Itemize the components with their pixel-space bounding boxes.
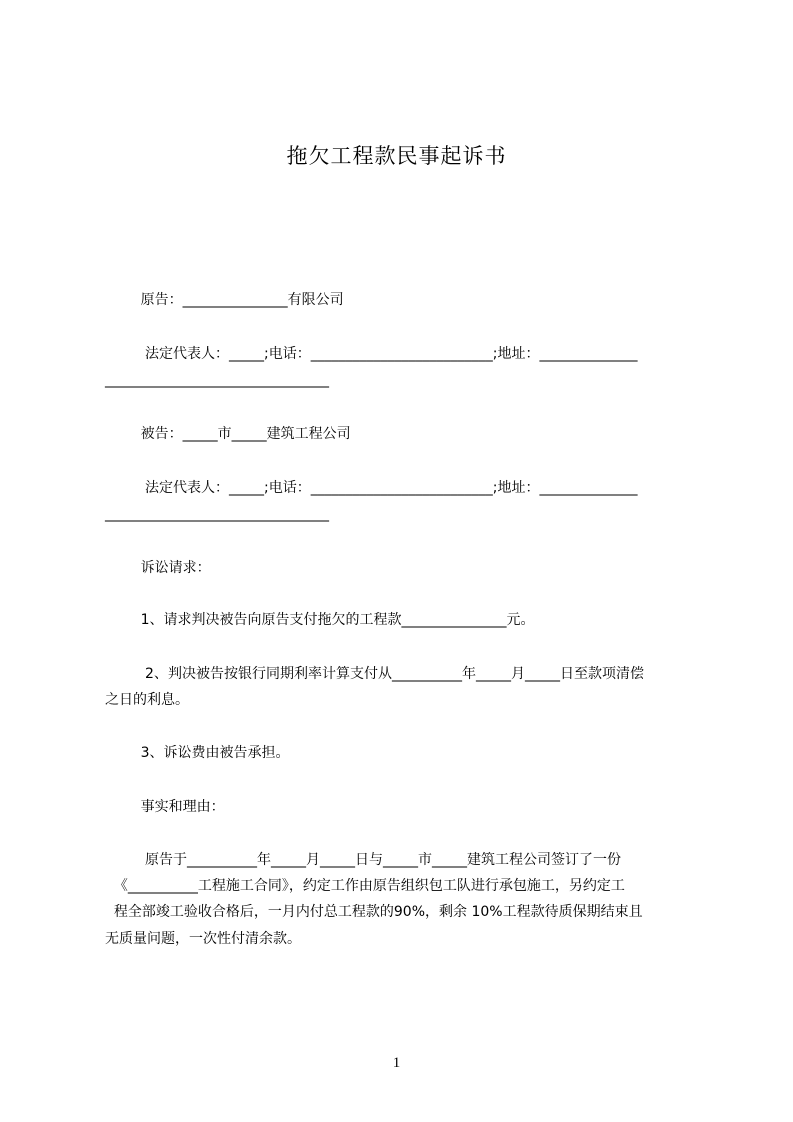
claim-3: 3、诉讼费由被告承担。 xyxy=(105,745,290,761)
defendant-line: 被告：_____市_____建筑工程公司 xyxy=(105,426,351,442)
claim-2: 2、判决被告按银行同期利率计算支付从__________年_____月_____日至款项清偿 xyxy=(105,666,644,682)
facts-line-4: 无质量问题，一次性付清余款。 xyxy=(105,931,301,947)
defendant-representative-line: 法定代表人：_____;电话：__________________________;地址：______________ xyxy=(105,480,638,496)
facts-line-3: 程全部竣工验收合格后，一月内付总工程款的90%，剩余 10%工程款待质保期结束且 xyxy=(105,904,643,920)
claim-2-continuation: 之日的利息。 xyxy=(105,692,189,708)
plaintiff-line: 原告：_______________有限公司 xyxy=(105,292,344,308)
facts-line-1: 原告于__________年_____月_____日与_____市_____建筑工程公司签订了一份 xyxy=(105,852,622,868)
claims-heading: 诉讼请求： xyxy=(105,560,211,576)
document-title: 拖欠工程款民事起诉书 xyxy=(286,144,507,168)
plaintiff-address-continuation: ________________________________ xyxy=(105,372,329,388)
claim-1: 1、请求判决被告向原告支付拖欠的工程款_______________元。 xyxy=(105,612,535,628)
page-number: 1 xyxy=(392,1055,401,1071)
plaintiff-representative-line: 法定代表人：_____;电话：__________________________;地址：______________ xyxy=(105,346,638,362)
defendant-address-continuation: ________________________________ xyxy=(105,506,329,522)
facts-heading: 事实和理由： xyxy=(105,799,225,815)
facts-line-2: 《__________工程施工合同》，约定工作由原告组织包工队进行承包施工，另约定工 xyxy=(105,878,625,894)
